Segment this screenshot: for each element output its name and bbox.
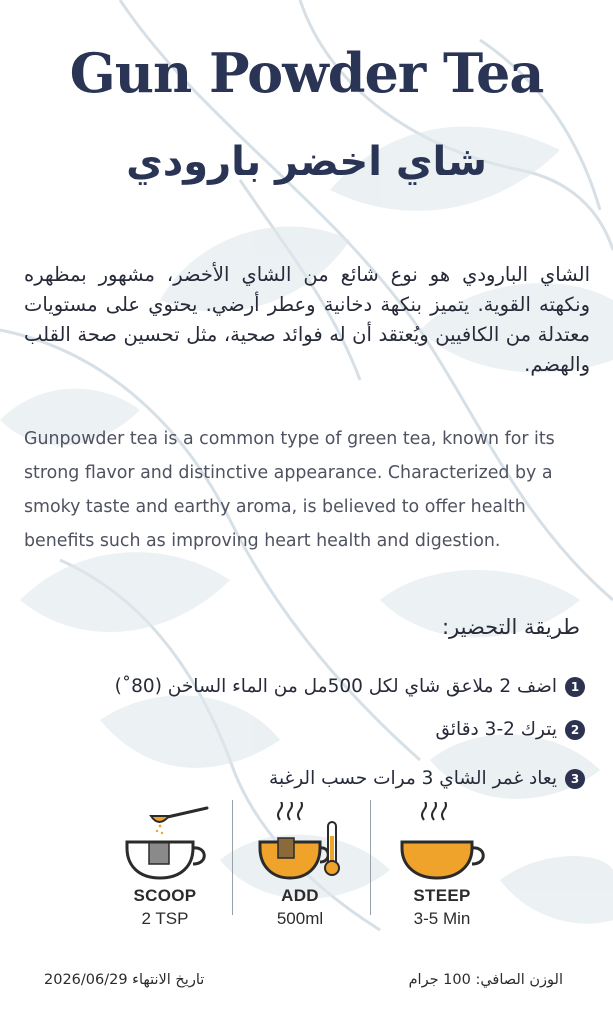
expiry-date: تاريخ الانتهاء 2026/06/29 [44, 972, 205, 988]
add-water-cup-icon [250, 802, 350, 884]
step-text: اضف 2 ملاعق شاي لكل 500مل من الماء الساخن (80˚) [114, 676, 557, 697]
english-description: Gunpowder tea is a common type of green tea, known for its strong flavor and distinctive appearance. Characterized by a smoky taste and earthy aroma, is believed to offer health benefits such as improving heart health and digestion. [24, 429, 555, 551]
step-number-badge: 1 [565, 677, 585, 697]
icon-label: STEEP [413, 886, 471, 905]
preparation-step-3 [269, 768, 585, 789]
step-text: يترك 2-3 دقائق [435, 719, 557, 740]
steep-cup-icon [392, 802, 492, 884]
icon-value: 2 TSP [141, 909, 189, 928]
scoop-instruction [110, 802, 220, 929]
divider [232, 800, 233, 915]
icon-value: 500ml [276, 909, 324, 928]
divider [370, 800, 371, 915]
arabic-description: الشاي البارودي هو نوع شائع من الشاي الأخضر، مشهور بمظهره ونكهته القوية. يتميز بنكهة دخانية وعطر أرضي. يحتوي على مستويات معتدلة من الكافيين ويُعتقد أن له فوائد صحية، مثل تحسين صحة القلب والهضم. [24, 263, 590, 376]
page-title: Gun Powder Tea [69, 41, 544, 105]
step-text: يعاد غمر الشاي 3 مرات حسب الرغبة [269, 768, 557, 789]
icon-label: SCOOP [133, 886, 197, 905]
steep-instruction [392, 802, 492, 929]
net-weight: الوزن الصافي: 100 جرام [408, 972, 563, 988]
add-instruction [250, 802, 350, 929]
preparation-step-2 [435, 719, 585, 740]
arabic-title: شاي اخضر بارودي [126, 139, 487, 185]
icon-value: 3-5 Min [413, 909, 471, 928]
preparation-step-1 [115, 676, 585, 697]
icon-label: ADD [281, 886, 319, 905]
preparation-heading: طريقة التحضير: [441, 615, 580, 639]
step-number-badge: 2 [565, 720, 585, 740]
scoop-cup-icon [115, 802, 215, 884]
step-number-badge: 3 [565, 769, 585, 789]
